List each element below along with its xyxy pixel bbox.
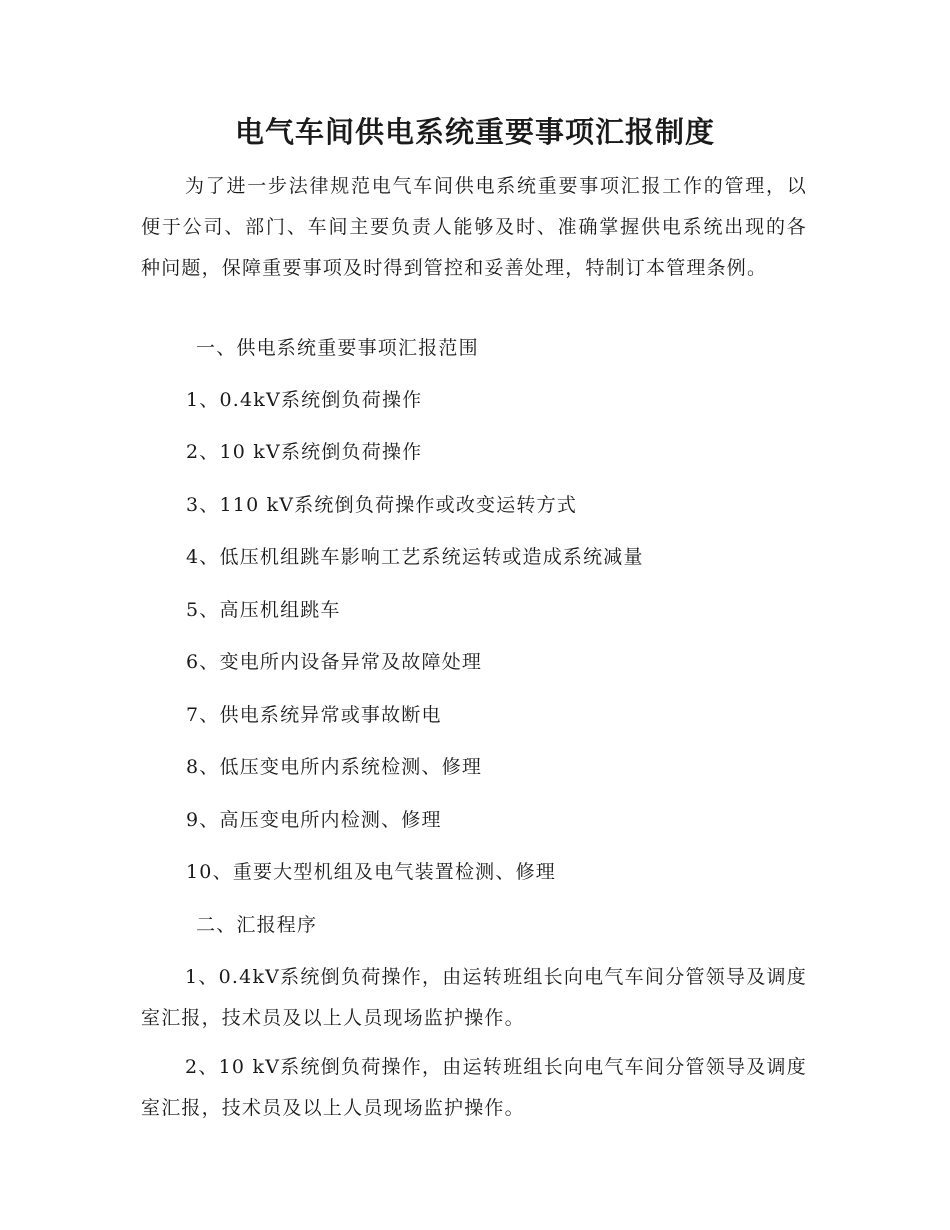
- procedure-paragraph-1: 1、0.4kV系统倒负荷操作，由运转班组长向电气车间分管领导及调度室汇报，技术员及以上人员现场监护操作。: [141, 966, 807, 1029]
- scope-item-6: 6、变电所内设备异常及故障处理: [186, 651, 483, 673]
- scope-item-9: 9、高压变电所内检测、修理: [186, 809, 442, 831]
- intro-paragraph: 为了进一步法律规范电气车间供电系统重要事项汇报工作的管理，以便于公司、部门、车间主要负责人能够及时、准确掌握供电系统出现的各种问题，保障重要事项及时得到管控和妥善处理，特制订本管理条例。: [141, 175, 807, 279]
- scope-item-8: 8、低压变电所内系统检测、修理: [186, 756, 483, 778]
- section-heading-scope: 一、供电系统重要事项汇报范围: [196, 337, 479, 359]
- scope-item-7: 7、供电系统异常或事故断电: [186, 704, 442, 726]
- scope-item-1: 1、0.4kV系统倒负荷操作: [186, 389, 423, 411]
- scope-item-3: 3、110 kV系统倒负荷操作或改变运转方式: [186, 494, 578, 516]
- section-heading-procedure: 二、汇报程序: [196, 914, 318, 936]
- scope-item-10: 10、重要大型机组及电气装置检测、修理: [186, 861, 556, 883]
- scope-item-5: 5、高压机组跳车: [186, 599, 341, 621]
- document-title: 电气车间供电系统重要事项汇报制度: [234, 115, 715, 149]
- procedure-paragraph-2: 2、10 kV系统倒负荷操作，由运转班组长向电气车间分管领导及调度室汇报，技术员及以上人员现场监护操作。: [141, 1056, 807, 1119]
- scope-item-2: 2、10 kV系统倒负荷操作: [186, 441, 423, 463]
- scope-item-4: 4、低压机组跳车影响工艺系统运转或造成系统减量: [186, 546, 644, 568]
